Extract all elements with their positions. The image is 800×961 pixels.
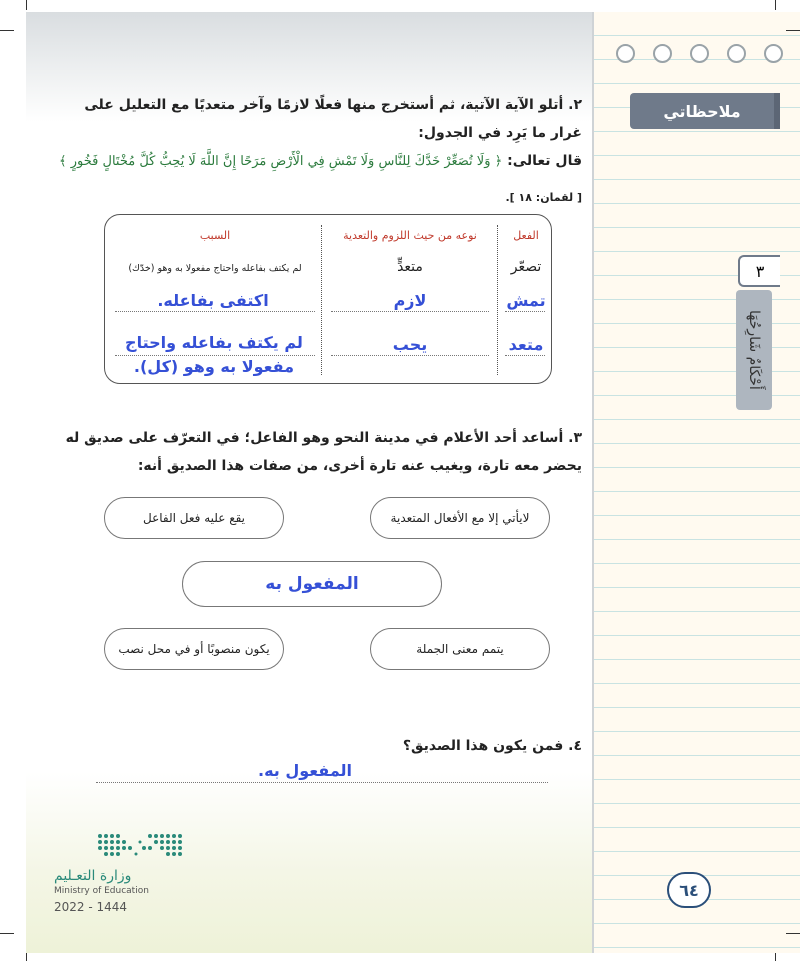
ministry-name-en: Ministry of Education <box>54 886 149 896</box>
verse-prefix: قال تعالى: <box>507 153 582 169</box>
crop-mark <box>0 30 14 31</box>
analysis-table <box>104 214 552 384</box>
verse-reference: [ لقمان: ١٨ ]. <box>505 191 582 204</box>
edition-year: 2022 - 1444 <box>54 900 128 914</box>
clue-pill: لايأتي إلا مع الأفعال المتعدية <box>370 497 550 539</box>
answer-pill: المفعول به <box>182 561 442 607</box>
chapter-title: أَحْكَامٌ شَارِحُهَا <box>746 310 762 390</box>
clue-pill: يقع عليه فعل الفاعل <box>104 497 284 539</box>
row2-verb: تمش <box>506 291 546 310</box>
q3-line-1: ٣. أساعد أحد الأعلام في مدينة النحو وهو الفاعل؛ في التعرّف على صديق له <box>65 430 582 446</box>
row3-reason-line1: لم يكتف بفاعله واحتاج <box>125 333 303 352</box>
row3-verb: متعد <box>508 335 544 354</box>
notes-title: ملاحظاتي <box>663 101 741 121</box>
crop-mark <box>26 953 27 961</box>
crop-mark <box>0 933 14 934</box>
answer-line <box>505 311 545 312</box>
row1-verb: تصعّر <box>510 259 542 275</box>
binder-ring-icon <box>764 44 783 63</box>
quran-verse: ﴿ وَلَا تُصَعِّرْ خَدَّكَ لِلنَّاسِ وَلَا تَمْشِ فِي الْأَرْضِ مَرَحًا إِنَّ اللَّهَ لَا يُحِبُّ كُلَّ مُخْتَالٍ فَخُورٍ ﴾ <box>59 154 503 169</box>
q2-line-2: غرار ما يَرِد في الجدول: <box>418 125 582 141</box>
crop-mark <box>786 30 800 31</box>
q4-question: ٤. فمن يكون هذا الصديق؟ <box>402 738 582 754</box>
margin-divider <box>592 12 594 953</box>
row1-reason: لم يكتف بفاعله واحتاج مفعولا به وهو (خدّك) <box>128 263 302 274</box>
header-verb: الفعل <box>513 229 539 242</box>
crop-mark <box>786 933 800 934</box>
row3-reason-line2: مفعولا به وهو (كل). <box>133 357 295 376</box>
binder-ring-icon <box>727 44 746 63</box>
binder-ring-icon <box>616 44 635 63</box>
clue-pill: يتمم معنى الجملة <box>370 628 550 670</box>
answer-line <box>115 355 315 356</box>
row3-type: يحب <box>392 335 428 354</box>
row2-reason: اكتفى بفاعله. <box>157 291 269 310</box>
ministry-name-ar: وزارة التعـليم <box>54 868 132 884</box>
crop-mark <box>775 0 776 10</box>
header-reason: السبب <box>199 229 231 242</box>
ministry-logo-icon <box>96 832 186 860</box>
q3-line-2: يحضر معه تارة، ويغيب عنه تارة أخرى، من صفات هذا الصديق أنه: <box>137 458 582 474</box>
page-number: ٦٤ <box>667 872 711 908</box>
crop-mark <box>775 953 776 961</box>
column-divider <box>321 225 322 375</box>
crop-mark <box>26 0 27 10</box>
row1-type: متعدٍّ <box>397 259 423 275</box>
notes-heading <box>630 93 774 129</box>
row2-type: لازم <box>393 291 427 310</box>
answer-line <box>115 311 315 312</box>
q2-line-1: ٢. أتلو الآية الآتية، ثم أستخرج منها فعلًا لازمًا وآخر متعديًا مع التعليل على <box>84 97 582 113</box>
answer-line <box>331 311 489 312</box>
chapter-number: ٣ <box>738 255 780 287</box>
answer-line <box>331 355 489 356</box>
q4-answer: المفعول به. <box>258 761 353 780</box>
header-type: نوعه من حيث اللزوم والتعدية <box>343 229 477 242</box>
chapter-tab <box>736 290 772 410</box>
verse-line <box>59 153 582 169</box>
answer-line <box>505 355 545 356</box>
notes-margin <box>592 12 800 953</box>
answer-line <box>96 782 548 783</box>
column-divider <box>497 225 498 375</box>
clue-pill: يكون منصوبًا أو في محل نصب <box>104 628 284 670</box>
binder-ring-icon <box>653 44 672 63</box>
binder-ring-icon <box>690 44 709 63</box>
